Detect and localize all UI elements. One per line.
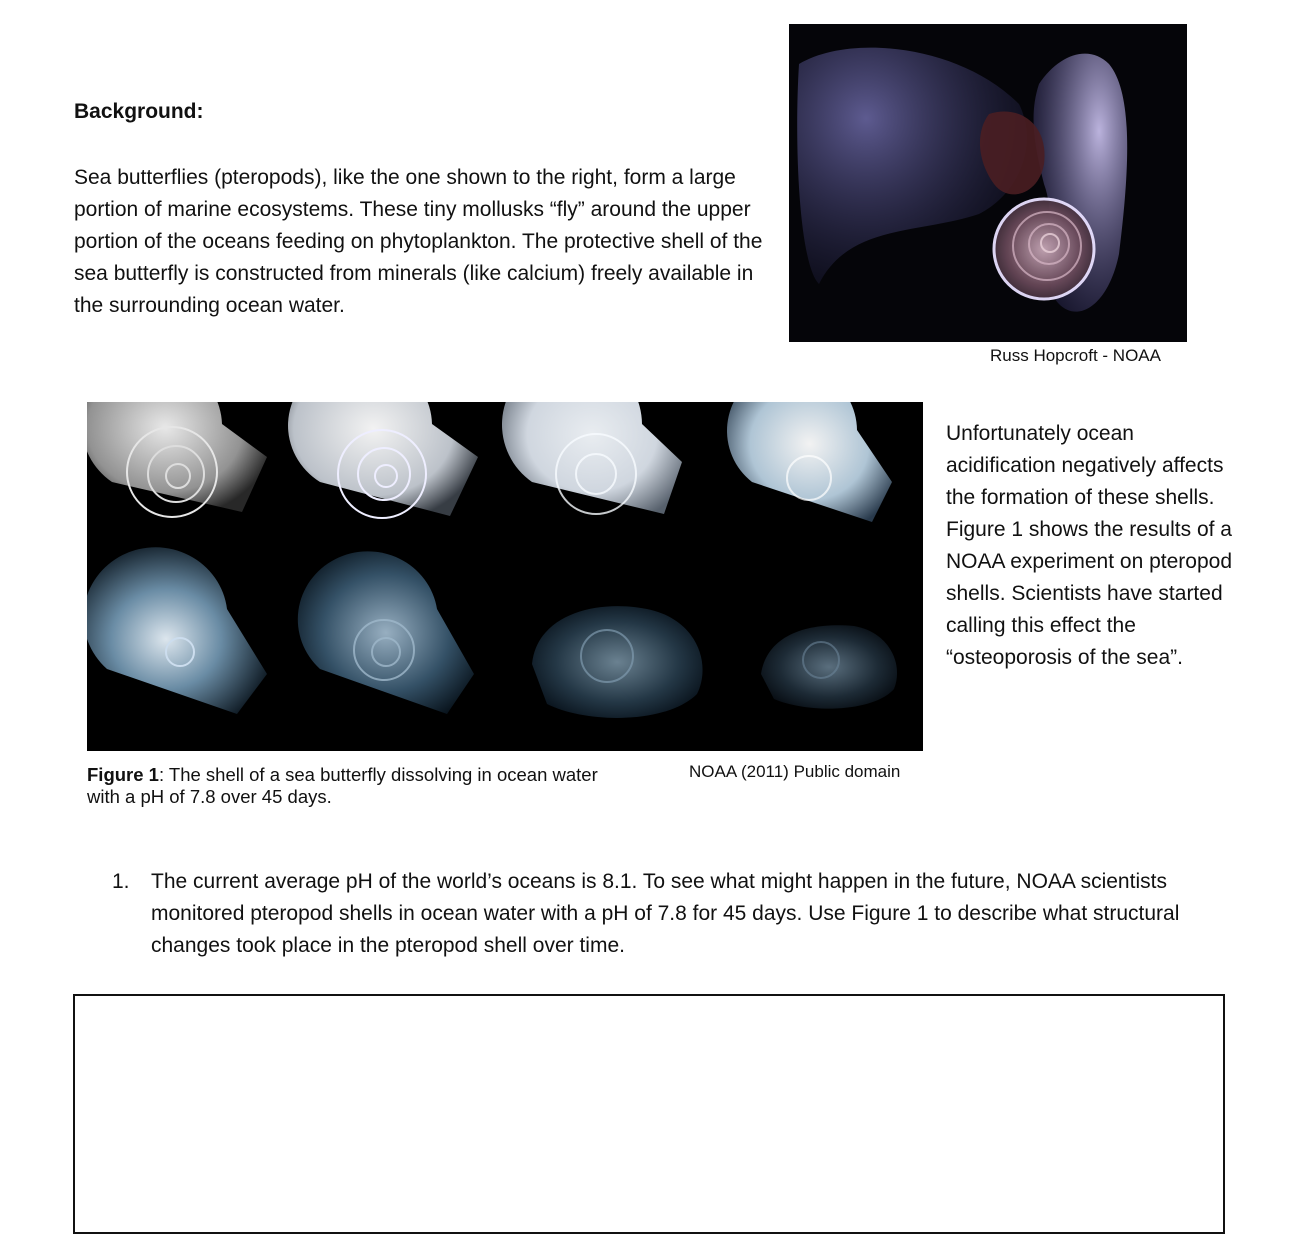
figure-1-caption-text: : The shell of a sea butterfly dissolving in ocean water with a pH of 7.8 over 45 days. [87,764,598,807]
shell-day-30 [532,606,703,718]
sea-butterfly-illustration [789,24,1187,342]
figure-1-image [87,402,923,751]
background-heading: Background: [74,100,204,123]
figure-1-caption [87,764,607,808]
figure-1-credit: NOAA (2011) Public domain [689,762,901,781]
answer-box[interactable] [73,994,1225,1234]
figure-1-label: Figure 1 [87,764,159,785]
question-number: 1. [112,870,130,893]
acidification-paragraph: Unfortunately ocean acidification negatively affects the formation of these shells. Figure 1 shows the results of a NOAA experiment on pteropod shells. Scientists have started calling this effect the “osteoporosis of the sea”. [946,422,1233,669]
photo-credit: Russ Hopcroft - NOAA [990,346,1161,365]
sea-butterfly-photo [789,24,1187,342]
background-paragraph: Sea butterflies (pteropods), like the one shown to the right, form a large portion of marine ecosystems. These tiny mollusks “fly” around the upper portion of the oceans feeding on phytoplankton. The protective shell of the sea butterfly is constructed from minerals (like calcium) freely available in the surrounding ocean water. [74,166,763,317]
shell-dissolution-grid [87,402,923,751]
question-text: The current average pH of the world’s oceans is 8.1. To see what might happen in the future, NOAA scientists monitored pteropod shells in ocean water with a pH of 7.8 for 45 days. Use Figure 1 to describe what structural changes took place in the pteropod shell over time. [151,870,1180,957]
